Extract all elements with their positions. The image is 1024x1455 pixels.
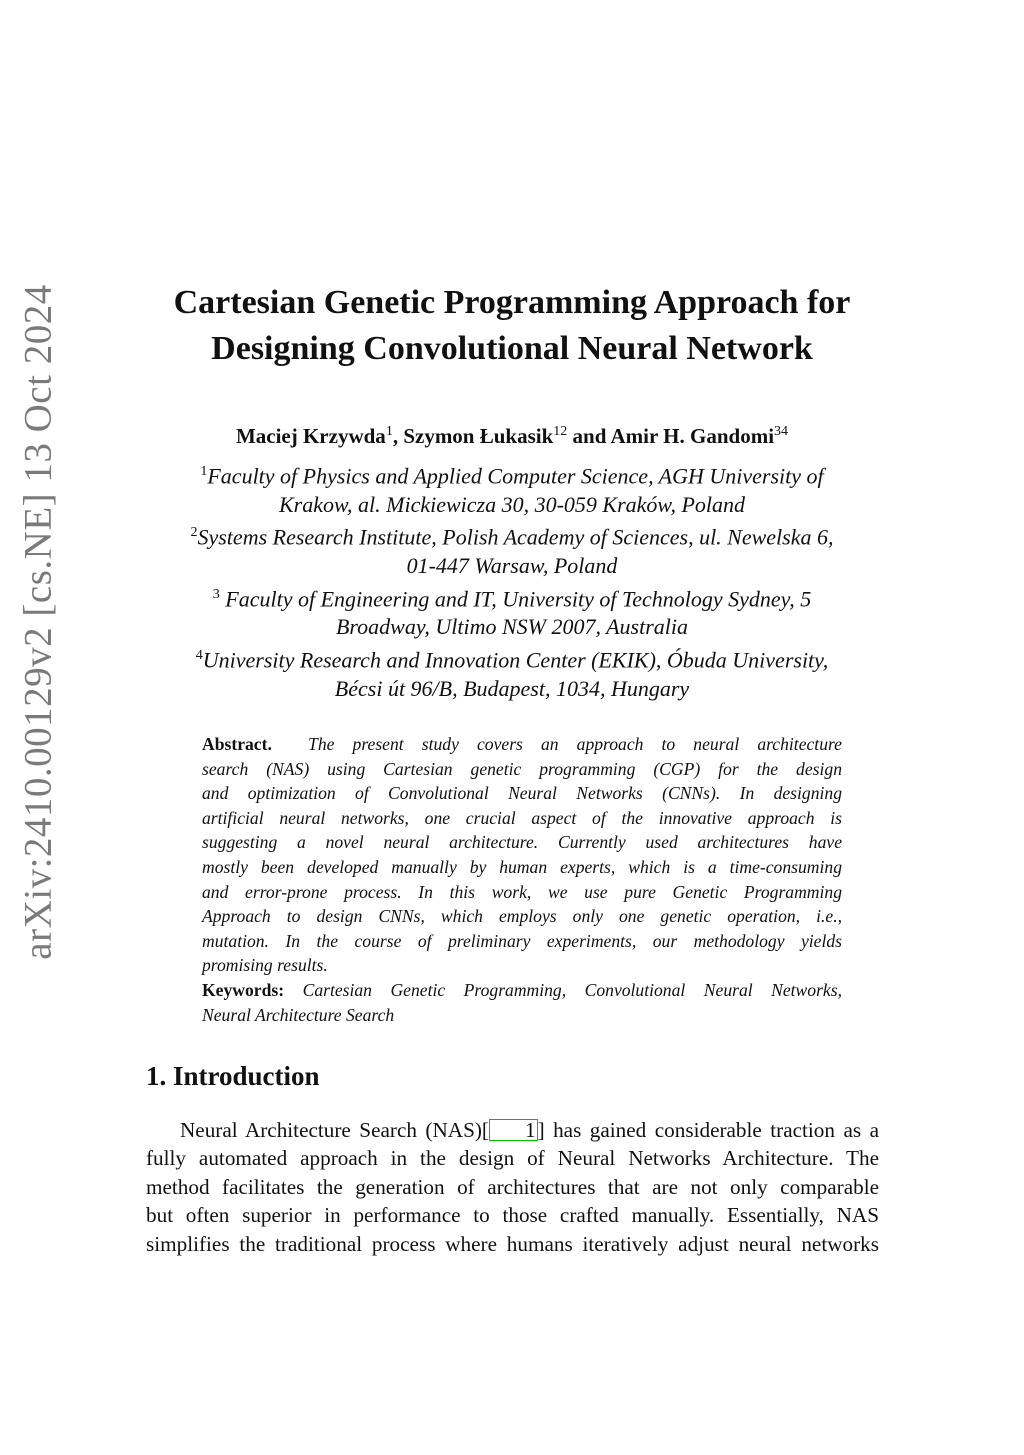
paragraph-line [146,1116,879,1144]
abstract-block [202,732,842,1027]
paper-title-line: Cartesian Genetic Programming Approach for [173,284,851,321]
affiliation-text: Faculty of Physics and Applied Computer Science, AGH University of [207,463,824,489]
author-affiliation-mark: 34 [774,424,789,439]
author-list [140,418,884,450]
arxiv-side-stamp: arXiv:2410.00129v2 [cs.NE] 13 Oct 2024 [16,284,60,960]
abstract-line: and error-prone process. In this work, we use pure Genetic Programming [202,881,842,902]
abstract-line: and optimization of Convolutional Neural Networks (CNNs). In designing [202,783,842,804]
author-name: Amir H. Gandomi [610,424,775,448]
paper-title [140,280,884,372]
abstract-line: mutation. In the course of preliminary experiments, our methodology yields [202,930,842,951]
affiliation-line [130,581,894,614]
affiliation-mark: 3 [212,586,220,602]
abstract-line: artificial neural networks, one crucial aspect of the innovative approach is [202,807,842,828]
paragraph-text: Neural Architecture Search (NAS)[ [180,1118,489,1142]
affiliation-list [130,458,894,703]
affiliation-line [130,642,894,675]
affiliation-mark: 4 [195,647,203,663]
affiliation-text: Faculty of Engineering and IT, University of Technology Sydney, 5 [219,585,812,611]
keywords-line: Neural Architecture Search [202,1004,395,1025]
abstract-text: The present study covers an approach to neural architecture [308,734,842,754]
affiliation-line [130,458,894,491]
abstract-line: search (NAS) using Cartesian genetic programming (CGP) for the design [202,758,842,779]
abstract-line: promising results. [202,955,328,976]
author-name: Maciej Krzywda [235,424,386,448]
abstract-line: mostly been developed manually by human experts, which is a time-consuming [202,856,842,877]
author-separator: , [392,424,404,448]
affiliation-mark: 1 [200,464,208,479]
author-separator: and [567,424,611,448]
paper-title-line: Designing Convolutional Neural Network [211,330,813,367]
affiliation-text: University Research and Innovation Center (EKIK), Óbuda University, [202,647,829,673]
abstract-label: Abstract. [202,734,272,754]
author-affiliation-mark: 12 [553,424,568,439]
citation-link[interactable]: 1 [489,1119,538,1141]
keywords-label: Keywords: [202,979,285,1000]
affiliation-line [130,519,894,552]
abstract-line: Approach to design CNNs, which employs only one genetic operation, i.e., [202,906,842,927]
paragraph-line: simplifies the traditional process where humans iteratively adjust neural networks [146,1231,879,1256]
section-heading-introduction: 1. Introduction [146,1061,320,1091]
author-affiliation-mark: 1 [385,424,393,439]
affiliation-line: Bécsi út 96/B, Budapest, 1034, Hungary [334,675,690,701]
paragraph-line: method facilitates the generation of architectures that are not only comparable [146,1174,879,1199]
affiliation-line: 01-447 Warsaw, Poland [406,553,618,579]
keywords-text: Cartesian Genetic Programming, Convolutional Neural Networks, [302,979,842,1000]
paragraph-text: ] has gained considerable traction as a [537,1118,879,1142]
introduction-paragraph [146,1116,879,1258]
affiliation-mark: 2 [190,525,198,541]
affiliation-text: Systems Research Institute, Polish Academy of Sciences, ul. Newelska 6, [197,524,834,550]
abstract-line: suggesting a novel neural architecture. Currently used architectures have [202,832,842,853]
affiliation-line: Broadway, Ultimo NSW 2007, Australia [335,614,689,640]
abstract-line [202,732,842,757]
author-name: Szymon Łukasik [403,424,554,448]
paragraph-line: fully automated approach in the design of Neural Networks Architecture. The [146,1146,879,1171]
paragraph-line: but often superior in performance to those crafted manually. Essentially, NAS [146,1203,879,1228]
affiliation-line: Krakow, al. Mickiewicza 30, 30-059 Kraków, Poland [278,491,746,517]
keywords-line [202,978,842,1003]
